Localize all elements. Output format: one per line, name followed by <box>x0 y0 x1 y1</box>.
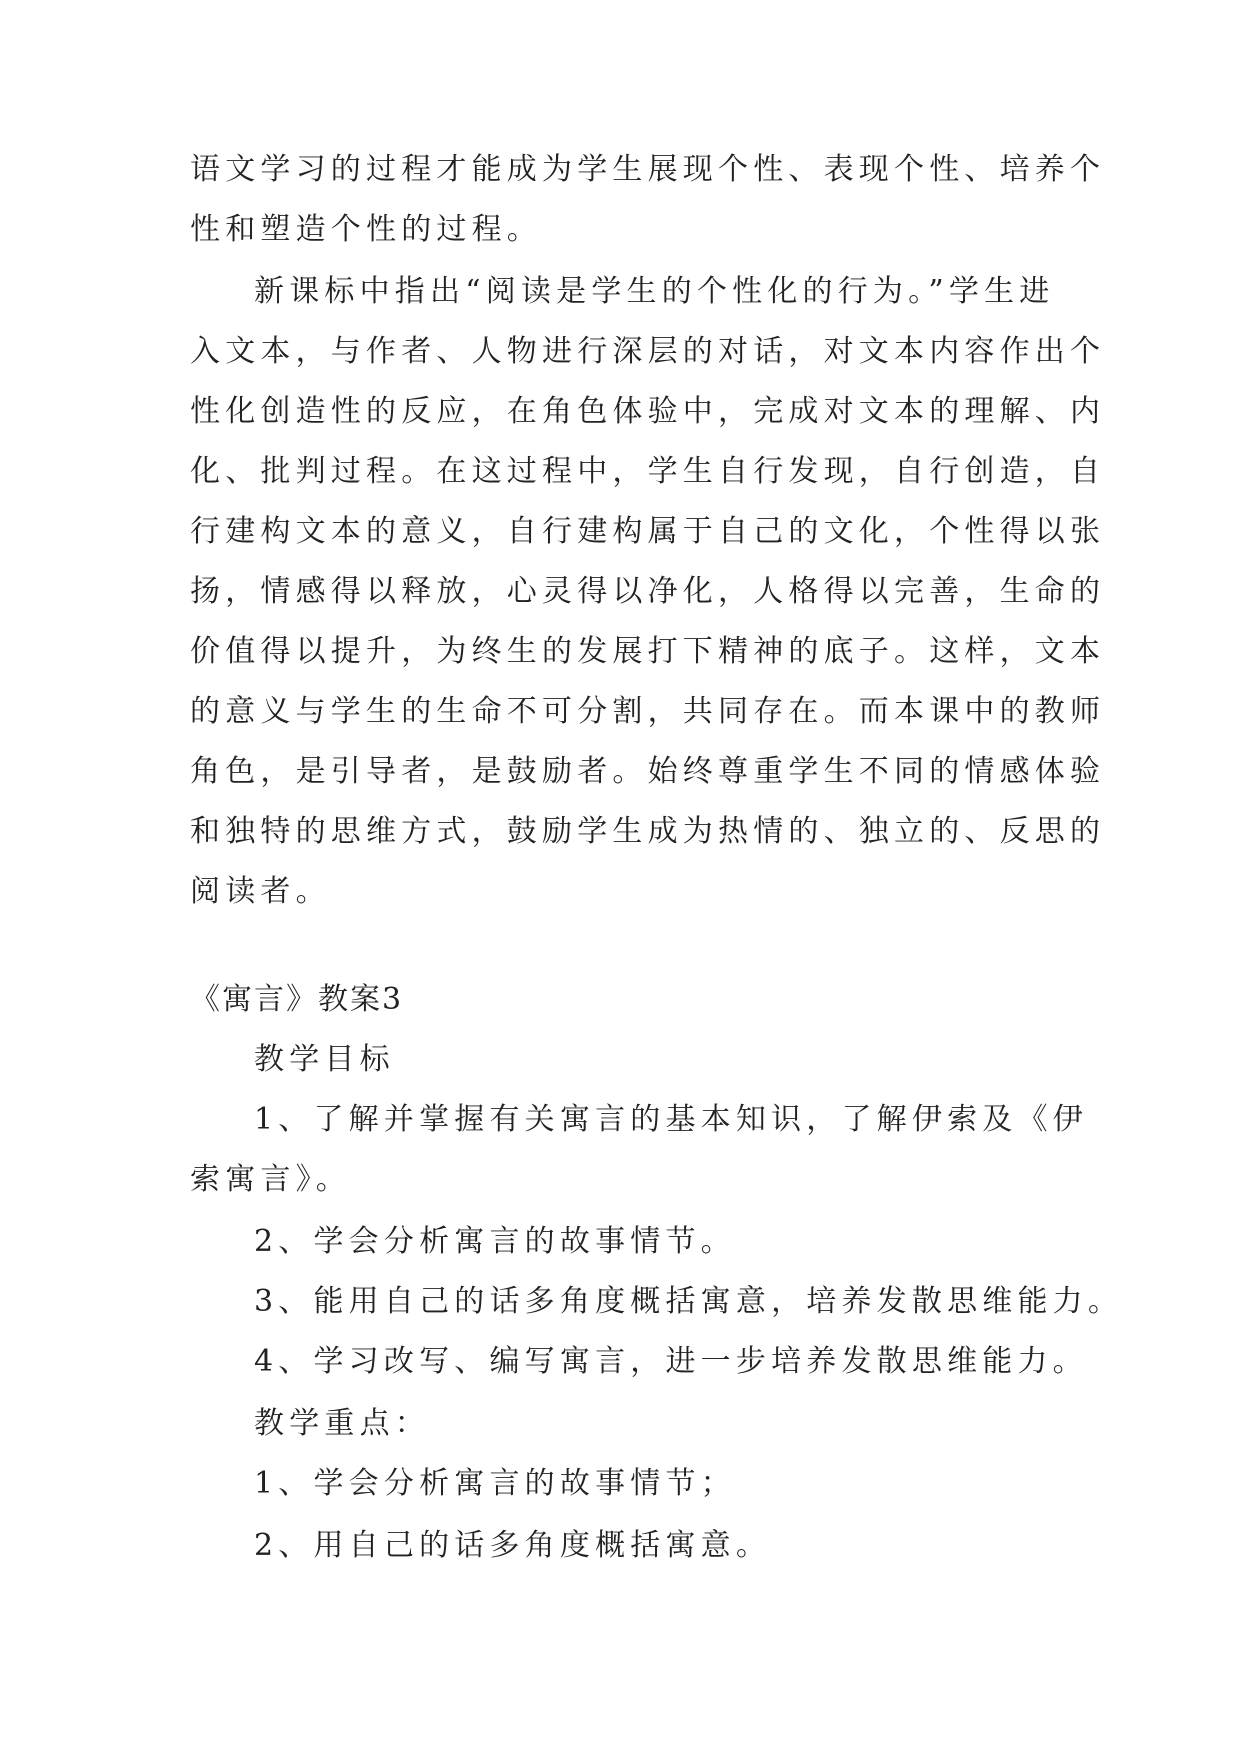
text-line: 行建构文本的意义，自行建构属于自己的文化，个性得以张 <box>190 514 1106 549</box>
text-line: 的意义与学生的生命不可分割，共同存在。而本课中的教师 <box>190 694 1106 729</box>
text-line: 化、批判过程。在这过程中，学生自行发现，自行创造，自 <box>190 454 1106 489</box>
text-line: 新课标中指出“阅读是学生的个性化的行为。”学生进 <box>254 274 1055 309</box>
text-line: 阅读者。 <box>190 874 331 909</box>
text-line: 性和塑造个性的过程。 <box>190 212 542 247</box>
goal-item-2: 2、学会分析寓言的故事情节。 <box>254 1224 736 1259</box>
key-points-heading: 教学重点： <box>254 1406 430 1441</box>
text-line: 语文学习的过程才能成为学生展现个性、表现个性、培养个 <box>190 152 1106 187</box>
text-line: 角色，是引导者，是鼓励者。始终尊重学生不同的情感体验 <box>190 754 1106 789</box>
key-point-2: 2、用自己的话多角度概括寓意。 <box>254 1528 772 1563</box>
goal-item-4: 4、学习改写、编写寓言，进一步培养发散思维能力。 <box>254 1344 1088 1379</box>
text-line: 和独特的思维方式，鼓励学生成为热情的、独立的、反思的 <box>190 814 1106 849</box>
text-line: 入文本，与作者、人物进行深层的对话，对文本内容作出个 <box>190 334 1106 369</box>
text-line: 扬，情感得以释放，心灵得以净化，人格得以完善，生命的 <box>190 574 1106 609</box>
text-line: 性化创造性的反应，在角色体验中，完成对文本的理解、内 <box>190 394 1106 429</box>
key-point-1: 1、学会分析寓言的故事情节； <box>254 1466 736 1501</box>
text-line: 价值得以提升，为终生的发展打下精神的底子。这样，文本 <box>190 634 1106 669</box>
text-line: 1、了解并掌握有关寓言的基本知识，了解伊索及《伊 <box>254 1102 1088 1137</box>
goals-heading: 教学目标 <box>254 1042 395 1077</box>
text-line: 索寓言》。 <box>190 1162 351 1197</box>
goal-item-3: 3、能用自己的话多角度概括寓意，培养发散思维能力。 <box>254 1284 1124 1319</box>
section-title: 《寓言》教案3 <box>190 982 404 1017</box>
